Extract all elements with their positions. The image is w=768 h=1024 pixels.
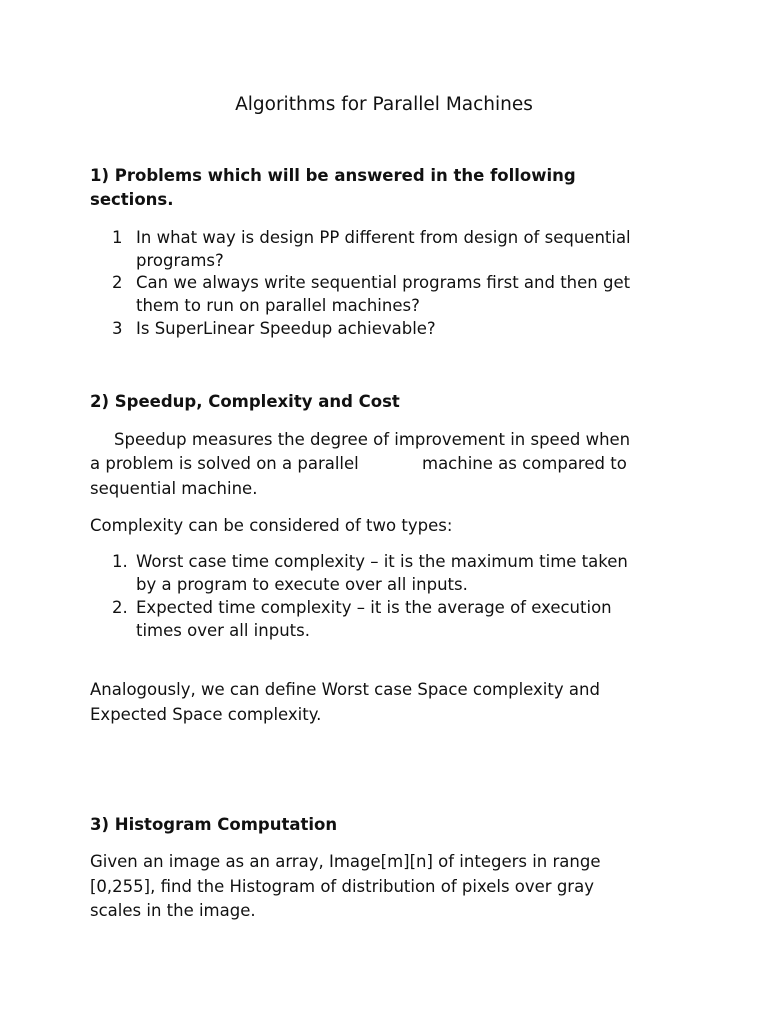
section-1-heading-line-1: 1) Problems which will be answered in the following [90,166,576,185]
section-1-list-item [112,226,672,272]
section-3-heading: 3) Histogram Computation [90,815,338,834]
section-1-heading-line-2: sections. [90,190,174,209]
section-2-heading: 2) Speedup, Complexity and Cost [90,392,400,411]
page-title: Algorithms for Parallel Machines [235,94,533,115]
list-item-number: 2. [112,598,128,617]
speedup-paragraph-line-2b: machine as compared to [422,454,627,473]
list-item-text-line-2: times over all inputs. [136,621,310,640]
list-item-text-line-1: Expected time complexity – it is the average of execution [136,598,612,617]
list-item-text-line-1: In what way is design PP different from design of sequential [136,228,631,247]
histogram-paragraph-line-3: scales in the image. [90,901,256,920]
list-item-text-line-2: by a program to execute over all inputs. [136,575,468,594]
speedup-paragraph-line-3: sequential machine. [90,479,258,498]
section-1-list-item [112,271,672,317]
list-item-number: 1 [112,228,123,247]
complexity-list-item [112,596,672,642]
speedup-paragraph-line-2a: a problem is solved on a parallel [90,454,359,473]
complexity-intro: Complexity can be considered of two types: [90,516,453,535]
list-item-number: 2 [112,273,123,292]
analogous-paragraph-line-1: Analogously, we can define Worst case Space complexity and [90,680,600,699]
list-item-text-line-2: programs? [136,251,224,270]
analogous-paragraph-line-2: Expected Space complexity. [90,705,322,724]
complexity-list-item [112,550,672,596]
list-item-number: 3 [112,319,123,338]
section-1-list-item [112,317,672,340]
histogram-paragraph-line-1: Given an image as an array, Image[m][n] of integers in range [90,852,601,871]
list-item-text-line-1: Can we always write sequential programs first and then get [136,273,631,292]
histogram-paragraph-line-2: [0,255], find the Histogram of distribution of pixels over gray [90,877,594,896]
list-item-text-line-2: them to run on parallel machines? [136,296,420,315]
list-item-text-line-1: Worst case time complexity – it is the maximum time taken [136,552,628,571]
list-item-text-line-1: Is SuperLinear Speedup achievable? [136,319,436,338]
list-item-number: 1. [112,552,128,571]
speedup-paragraph-line-1: Speedup measures the degree of improvement in speed when [114,430,631,449]
